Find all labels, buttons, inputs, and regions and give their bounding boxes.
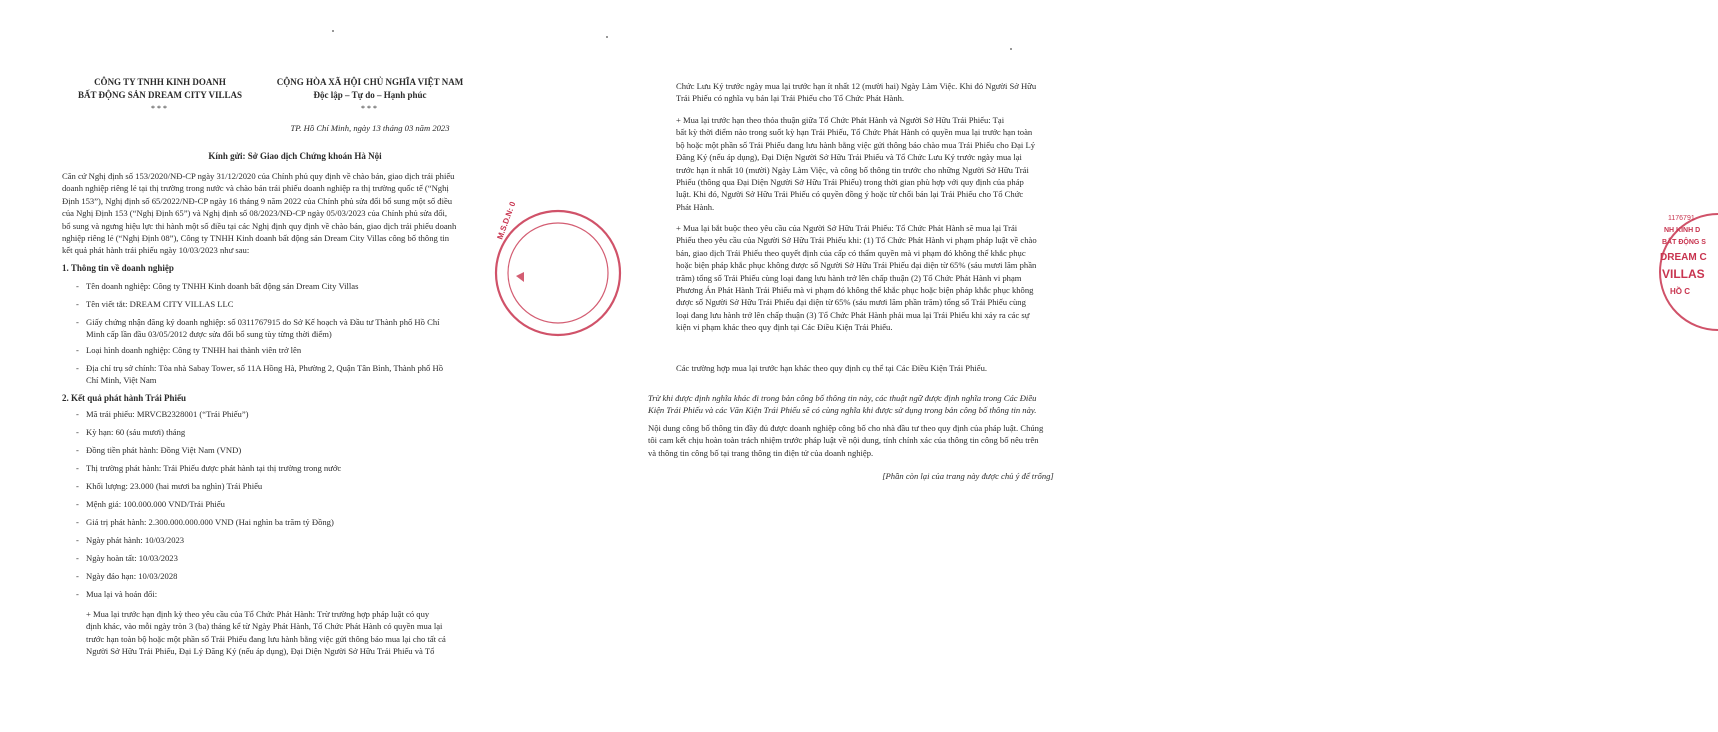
commitment-paragraph <box>648 422 1088 459</box>
bond-completion-date: Ngày hoàn tất: 10/03/2023 <box>86 553 178 563</box>
definitions-note <box>648 392 1088 417</box>
list-item-text: Tên viết tắt: DREAM CITY VILLAS LLC <box>86 299 234 309</box>
mandatory-line: được số Người Sở Hữu Trái Phiếu đại diện từ 65% (sáu mươi lăm phần trăm) tổng số Trái Phiếu cùng <box>676 297 1026 308</box>
list-item: - Thị trường phát hành: Trái Phiếu được phát hành tại thị trường trong nước <box>76 463 342 473</box>
continued-paragraph <box>676 80 1082 105</box>
list-item-text: Minh cấp lần đầu 03/05/2012 được sửa đổi bổ sung tùy từng thời điểm) <box>86 329 332 340</box>
continued-line: Chức Lưu Ký trước ngày mua lại trước hạn ít nhất 12 (mười hai) Ngày Làm Việc. Khi đó Người Sở Hữu <box>676 81 1037 91</box>
commitment-line: Nội dung công bố thông tin đầy đủ được doanh nghiệp công bố cho nhà đầu tư theo quy định của pháp luật. Chúng <box>648 423 1044 433</box>
list-item: - Giấy chứng nhận đăng ký doanh nghiệp: số 0311767915 do Sở Kế hoạch và Đầu tư Thành phố Hồ Chí Minh cấp lần đầu 03/05/2012 được sửa đổi bổ sung tùy từng thời điểm) <box>76 316 480 341</box>
agreement-line: trước hạn ít nhất 10 (mười) Ngày Làm Việc, và công bố thông tin trước cho những Người Sở Hữu Trái <box>676 164 1029 175</box>
commitment-line: và thông tin công bố tại trang thông tin điện tử của doanh nghiệp. <box>648 447 874 458</box>
list-item: - Giá trị phát hành: 2.300.000.000.000 VND (Hai nghìn ba trăm tỷ Đồng) <box>76 517 334 527</box>
mandatory-line: Phiếu theo yêu cầu của Người Sở Hữu Trái Phiếu khi: (1) Tổ Chức Phát Hành vi phạm pháp luật về chào <box>676 235 1037 246</box>
redemption-line: Người Sở Hữu Trái Phiếu, Đại Lý Đăng Ký (nếu áp dụng), Đại Diện Người Sở Hữu Trái Phiếu và Tổ <box>86 646 435 657</box>
bond-redemption-label: Mua lại và hoán đổi: <box>86 589 158 599</box>
scan-speck <box>606 36 608 38</box>
seal-text: NH KINH D <box>1664 227 1701 234</box>
list-item: - Mệnh giá: 100.000.000 VND/Trái Phiếu <box>76 499 225 509</box>
intro-line: doanh nghiệp riêng lẻ tại thị trường trong nước và chào bán trái phiếu doanh nghiệp ra thị trường quốc tế (“Nghị <box>62 183 449 194</box>
list-item-text: Loại hình doanh nghiệp: Công ty TNHH hai thành viên trở lên <box>86 345 302 355</box>
mandatory-line: hoặc biện pháp khắc phục không được số Người Sở Hữu Trái Phiếu đại diện từ 65% (sáu mươi lăm phần <box>676 260 1037 271</box>
mandatory-line: + Mua lại bắt buộc theo yêu cầu của Người Sở Hữu Trái Phiếu: Tổ Chức Phát Hành sẽ mua lại Trái <box>676 223 1018 233</box>
bond-volume: Khối lượng: 23.000 (hai mươi ba nghìn) Trái Phiếu <box>86 481 263 491</box>
seal-text: VILLAS <box>1662 267 1705 281</box>
section1-title: 1. Thông tin về doanh nghiệp <box>62 263 174 273</box>
republic-line2: Độc lập – Tự do – Hạnh phúc <box>313 90 427 100</box>
bond-term: Kỳ hạn: 60 (sáu mươi) tháng <box>86 427 186 437</box>
company-seal-partial <box>1658 200 1718 350</box>
republic-line1: CỘNG HÒA XÃ HỘI CHỦ NGHĨA VIỆT NAM <box>276 77 464 87</box>
bond-issue-date: Ngày phát hành: 10/03/2023 <box>86 535 185 545</box>
continued-line: Trái Phiếu có nghĩa vụ bán lại Trái Phiếu cho Tổ Chức Phát Hành. <box>676 93 905 104</box>
list-item: - Tên viết tắt: DREAM CITY VILLAS LLC <box>76 299 234 309</box>
list-item: - Mã trái phiếu: MRVCB2328001 (“Trái Phiếu”) <box>76 409 249 419</box>
bond-code: Mã trái phiếu: MRVCB2328001 (“Trái Phiếu”) <box>86 409 249 419</box>
seal-text: HỒ C <box>1670 287 1690 296</box>
company-name-line1: CÔNG TY TNHH KINH DOANH <box>94 77 226 87</box>
bond-issue-value: Giá trị phát hành: 2.300.000.000.000 VND (Hai nghìn ba trăm tỷ Đồng) <box>86 517 334 527</box>
redemption-line: định khác, vào mỗi ngày tròn 3 (ba) tháng kể từ Ngày Phát Hành, Tổ Chức Phát Hành có quyền mua lại <box>86 621 443 632</box>
agreement-line: bất kỳ thời điểm nào trong suốt kỳ hạn Trái Phiếu, Tổ Chức Phát Hành có quyền mua lại trước hạn toàn <box>676 127 1033 138</box>
other-cases-line: Các trường hợp mua lại trước hạn khác theo quy định cụ thể tại Các Điều Kiện Trái Phiếu. <box>676 363 988 373</box>
list-item: - Ngày đáo hạn: 10/03/2028 <box>76 571 178 581</box>
agreement-line: bộ hoặc một phần số Trái Phiếu đang lưu hành bằng việc gửi thông báo chào mua Trái Phiếu cho Đại Lý <box>676 139 1035 150</box>
right-page <box>592 0 1707 732</box>
republic-stars: *** <box>361 104 379 113</box>
list-item: - Ngày hoàn tất: 10/03/2023 <box>76 553 178 563</box>
intro-line: nghiệp riêng lẻ (“Nghị Định 08”), Công ty TNHH Kinh doanh bất động sản Dream City Villas công bố thông tin <box>62 233 450 244</box>
mandatory-line: bán, giao dịch Trái Phiếu theo quyết định của cấp có thẩm quyền mà vi phạm đó không thể khắc phục <box>676 247 1026 258</box>
list-item: - Tên doanh nghiệp: Công ty TNHH Kinh doanh bất động sản Dream City Villas <box>76 281 359 291</box>
agreement-line: + Mua lại trước hạn theo thỏa thuận giữa Tổ Chức Phát Hành và Người Sở Hữu Trái Phiếu: Tại <box>676 115 1005 125</box>
seal-text: 1176791 <box>1668 215 1695 222</box>
list-item-text: Tên doanh nghiệp: Công ty TNHH Kinh doanh bất động sản Dream City Villas <box>86 281 359 291</box>
section2-title: 2. Kết quả phát hành Trái Phiếu <box>62 393 186 403</box>
list-item: - Mua lại và hoán đổi: <box>76 589 158 599</box>
intro-line: của Nghị Định 153 (“Nghị Định 65”) và Nghị định số 08/2023/NĐ-CP ngày 05/03/2023 của Chính phủ sửa đổi, <box>62 208 448 219</box>
seal-text: M.S.D.N: 0 <box>495 200 518 241</box>
left-page <box>0 0 590 732</box>
agreement-line: Phiếu (thông qua Đại Diện Người Sở Hữu Trái Phiếu) trong thời gian phù hợp với quy định của pháp <box>676 177 1024 188</box>
list-item-text: Chí Minh, Việt Nam <box>86 375 157 386</box>
list-item: - Ngày phát hành: 10/03/2023 <box>76 535 185 545</box>
agreement-paragraph <box>676 114 1082 213</box>
agreement-line: Phát Hành. <box>676 201 715 212</box>
list-item-text: Địa chỉ trụ sở chính: Tòa nhà Sabay Tower, số 11A Hồng Hà, Phường 2, Quận Tân Bình, Thành phố Hồ <box>86 363 443 373</box>
list-item: - Kỳ hạn: 60 (sáu mươi) tháng <box>76 427 186 437</box>
greeting: Kính gửi: Sở Giao dịch Chứng khoán Hà Nội <box>208 151 382 161</box>
mandatory-paragraph <box>676 222 1082 334</box>
seal-text: DREAM C <box>1660 252 1707 263</box>
list-item: - Khối lượng: 23.000 (hai mươi ba nghìn) Trái Phiếu <box>76 481 263 491</box>
list-item-text: Giấy chứng nhận đăng ký doanh nghiệp: số 0311767915 do Sở Kế hoạch và Đầu tư Thành phố Hồ Chí <box>86 317 440 327</box>
list-item: - Đồng tiền phát hành: Đồng Việt Nam (VND) <box>76 445 242 455</box>
bond-currency: Đồng tiền phát hành: Đồng Việt Nam (VND) <box>86 445 242 455</box>
mandatory-line: trăm) tổng số Trái Phiếu cùng loại đang lưu hành trở lên chấp thuận (2) Tổ Chức Phát Hành vi phạm <box>676 272 1022 283</box>
agreement-line: Đăng Ký (nếu áp dụng), Đại Diện Người Sở Hữu Trái Phiếu và Tổ Chức Lưu Ký trước ngày mua lại <box>676 152 1022 163</box>
seal-text: BẤT ĐỘNG S <box>1662 239 1706 246</box>
company-name-line2: BẤT ĐỘNG SẢN DREAM CITY VILLAS <box>77 90 243 100</box>
intro-line: kết quả phát hành trái phiếu ngày 10/03/2023 như sau: <box>62 245 250 256</box>
definitions-line: Trừ khi được định nghĩa khác đi trong bản công bố thông tin này, các thuật ngữ được định nghĩa trong Các Điều <box>648 393 1037 403</box>
mandatory-line: Phương Án Phát Hành Trái Phiếu mà vi phạm đó không thể khắc phục hoặc biện pháp khắc phục không <box>676 285 1034 296</box>
mandatory-line: kiện vi phạm khác theo quy định tại Các Điều Kiện Trái Phiếu. <box>676 322 893 333</box>
bond-market: Thị trường phát hành: Trái Phiếu được phát hành tại thị trường trong nước <box>86 463 342 473</box>
bond-maturity-date: Ngày đáo hạn: 10/03/2028 <box>86 571 178 581</box>
company-stars: *** <box>151 104 169 113</box>
intro-line: Định 153”), Nghị định số 65/2022/NĐ-CP ngày 16 tháng 9 năm 2022 của Chính phủ sửa đổi bổ sung một số điều <box>62 195 453 206</box>
definitions-line: Kiện Trái Phiếu và các Văn Kiện Trái Phiếu sẽ có cùng nghĩa khi được sử dụng trong bản công bố thông tin này. <box>648 405 1037 416</box>
list-item: - Loại hình doanh nghiệp: Công ty TNHH hai thành viên trở lên <box>76 345 302 355</box>
redemption-paragraph <box>86 608 480 658</box>
company-seal-partial <box>488 198 548 348</box>
redemption-line: + Mua lại trước hạn định kỳ theo yêu cầu của Tổ Chức Phát Hành: Trừ trường hợp pháp luật có quy <box>86 609 430 619</box>
blank-remainder-note: [Phần còn lại của trang này được chủ ý để trống] <box>882 471 1054 481</box>
commitment-line: tôi cam kết chịu hoàn toàn trách nhiệm trước pháp luật về nội dung, tính chính xác của thông tin công bố nêu trên <box>648 435 1039 446</box>
intro-line: bổ sung và ngưng hiệu lực thi hành một số điều tại các Nghị định quy định về chào bán, giao dịch trái phiếu doanh <box>62 220 457 231</box>
republic-header <box>258 76 482 115</box>
scan-speck <box>1010 48 1012 50</box>
intro-line: Căn cứ Nghị định số 153/2020/NĐ-CP ngày 31/12/2020 của Chính phủ quy định về chào bán, giao dịch trái phiếu <box>62 171 455 181</box>
redemption-line: trước hạn toàn bộ hoặc một phần số Trái Phiếu đang lưu hành bằng việc gửi thông báo mua lại cho tất cả <box>86 633 446 644</box>
agreement-line: luật. Khi đó, Người Sở Hữu Trái Phiếu có quyền đồng ý hoặc từ chối bán lại Trái Phiếu cho Tổ Chức <box>676 189 1024 200</box>
document-date: TP. Hồ Chí Minh, ngày 13 tháng 03 năm 2023 <box>290 123 450 133</box>
bond-par-value: Mệnh giá: 100.000.000 VND/Trái Phiếu <box>86 499 225 509</box>
intro-paragraph <box>62 170 480 257</box>
scan-speck <box>332 30 334 32</box>
mandatory-line: loại đang lưu hành trở lên chấp thuận (3) Tổ Chức Phát Hành phải mua lại Trái Phiếu khi xảy ra các sự <box>676 309 1030 320</box>
company-header <box>70 76 250 115</box>
list-item: - Địa chỉ trụ sở chính: Tòa nhà Sabay Tower, số 11A Hồng Hà, Phường 2, Quận Tân Bình, Thành phố Hồ Chí Minh, Việt Nam <box>76 362 480 387</box>
